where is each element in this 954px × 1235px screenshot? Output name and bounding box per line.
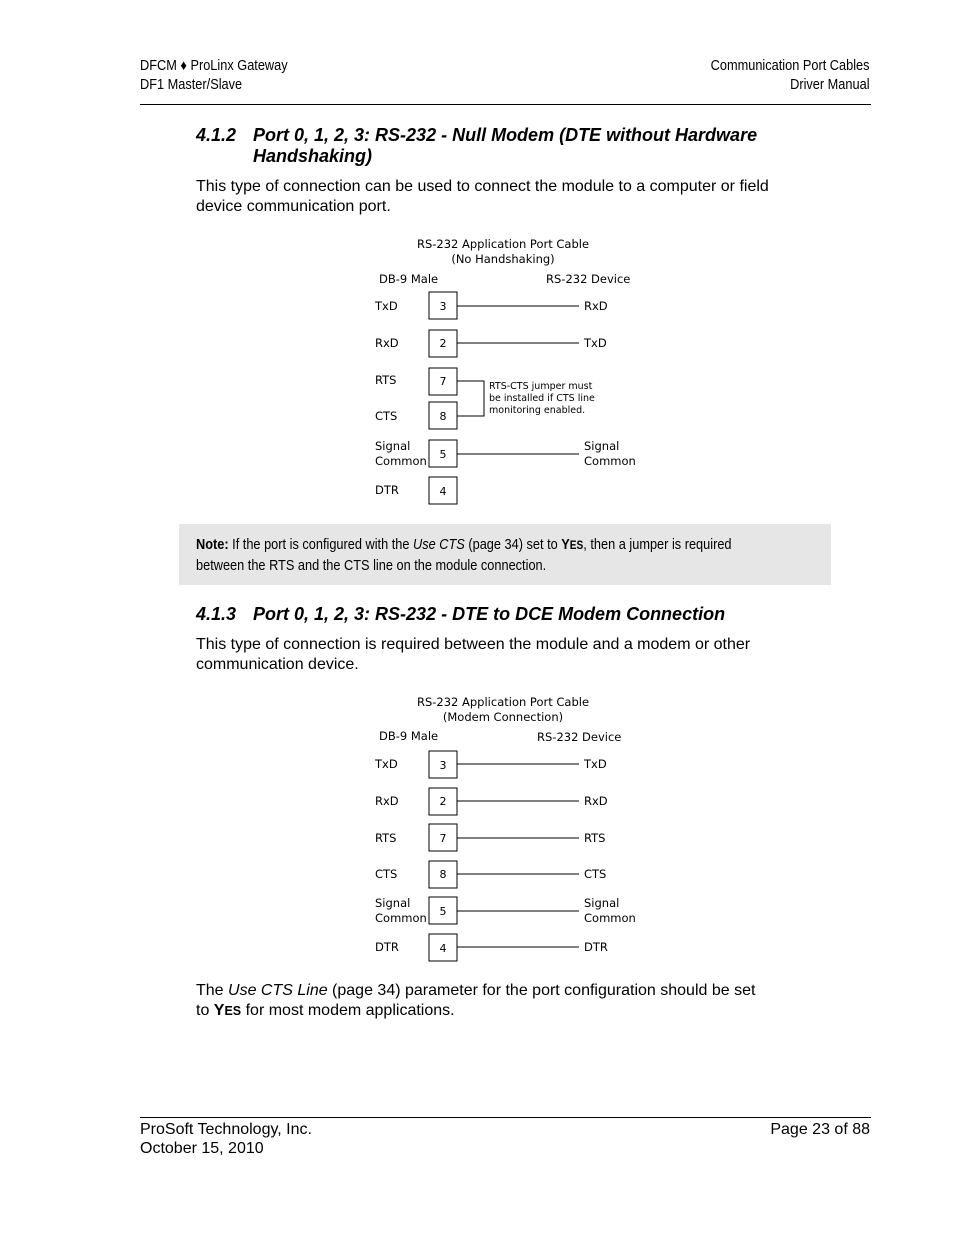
pin-number: 8 — [439, 868, 447, 881]
signal-label: Signal — [584, 896, 620, 910]
jumper-note-line: be installed if CTS line — [489, 393, 595, 404]
diagram-title: RS-232 Application Port Cable — [416, 237, 590, 251]
signal-label: Signal — [375, 439, 411, 453]
closing-paragraph — [196, 981, 755, 1021]
section-title-line2: Handshaking) — [253, 146, 373, 166]
footer-date: October 15, 2010 — [140, 1140, 264, 1157]
header-left — [140, 57, 288, 95]
signal-label: DTR — [375, 940, 399, 954]
signal-label: Common — [375, 454, 427, 468]
note-value-smallcaps: ES — [569, 540, 584, 552]
paragraph-line: This type of connection can be used to connect the module to a computer or field — [196, 178, 769, 195]
signal-label: Signal — [584, 439, 620, 453]
signal-label: RTS — [375, 373, 397, 387]
pin-number: 3 — [439, 300, 447, 313]
section-title: Port 0, 1, 2, 3: RS-232 - DTE to DCE Modem Connection — [253, 604, 726, 624]
header-rule — [140, 104, 871, 105]
left-header: DB-9 Male — [379, 272, 439, 286]
pin-number: 2 — [439, 795, 447, 808]
footer-page-number: Page 23 of 88 — [770, 1121, 870, 1138]
note-box — [179, 524, 831, 585]
section-heading-412 — [196, 125, 856, 167]
section-title-line1: Port 0, 1, 2, 3: RS-232 - Null Modem (DTE without Hardware — [253, 125, 758, 145]
signal-label: TxD — [584, 336, 607, 350]
footer-rule — [140, 1117, 871, 1118]
section-heading-413 — [196, 604, 856, 625]
section-paragraph-412 — [196, 177, 769, 217]
null-modem-diagram — [360, 232, 660, 512]
jumper-note-line: RTS-CTS jumper must — [489, 381, 593, 392]
signal-label: RxD — [584, 299, 608, 313]
footer-company: ProSoft Technology, Inc. — [140, 1121, 312, 1138]
pin-number: 5 — [439, 448, 447, 461]
header-product: DFCM ♦ ProLinx Gateway — [140, 58, 288, 74]
section-paragraph-413 — [196, 635, 750, 675]
signal-label: Common — [375, 911, 427, 925]
signal-label: TxD — [375, 757, 398, 771]
footer-right — [770, 1120, 870, 1139]
paragraph-line: This type of connection is required between the module and a modem or other — [196, 636, 751, 653]
closing-run: The — [196, 982, 229, 999]
signal-label: RTS — [375, 831, 397, 845]
pin-number: 7 — [439, 375, 447, 388]
note-line2: between the RTS and the CTS line on the module connection. — [196, 558, 547, 574]
signal-label: CTS — [375, 867, 398, 881]
closing-value: Y — [213, 1002, 225, 1019]
pin-number: 8 — [439, 410, 447, 423]
signal-label: RxD — [375, 336, 399, 350]
signal-label: TxD — [375, 299, 398, 313]
footer-left — [140, 1120, 312, 1158]
rts-cts-jumper — [457, 381, 484, 416]
pin-number: 3 — [439, 759, 447, 772]
closing-param-name: Use CTS Line — [228, 982, 328, 999]
signal-label: RxD — [584, 794, 608, 808]
signal-label: TxD — [584, 757, 607, 771]
header-manual: Driver Manual — [790, 77, 870, 93]
right-header: RS-232 Device — [537, 730, 622, 744]
closing-run: for most modem applications. — [241, 1002, 455, 1019]
note-run: If the port is configured with the — [228, 537, 414, 553]
signal-label: CTS — [375, 409, 398, 423]
header-chapter: Communication Port Cables — [711, 58, 870, 74]
note-label: Note: — [196, 537, 229, 553]
header-driver: DF1 Master/Slave — [140, 77, 243, 93]
note-text — [196, 535, 732, 576]
signal-label: Common — [584, 911, 636, 925]
closing-run: (page 34) parameter for the port configuration should be set — [327, 982, 756, 999]
note-run: , then a jumper is required — [583, 537, 732, 553]
signal-label: RxD — [375, 794, 399, 808]
closing-run: to — [196, 1002, 214, 1019]
section-number: 4.1.2 — [196, 125, 237, 145]
pin-number: 4 — [439, 942, 447, 955]
diagram-subtitle: (No Handshaking) — [451, 252, 555, 266]
diagram-subtitle: (Modem Connection) — [442, 710, 564, 724]
right-header: RS-232 Device — [546, 272, 631, 286]
paragraph-line: communication device. — [196, 656, 359, 673]
signal-label: DTR — [584, 940, 608, 954]
closing-value-smallcaps: ES — [224, 1004, 242, 1018]
signal-label: RTS — [584, 831, 606, 845]
signal-label: CTS — [584, 867, 607, 881]
jumper-note-line: monitoring enabled. — [489, 405, 586, 416]
modem-connection-diagram — [360, 690, 660, 970]
diagram-title: RS-232 Application Port Cable — [416, 695, 590, 709]
note-param-name: Use CTS — [413, 537, 465, 553]
note-value: Y — [561, 537, 570, 553]
signal-label: DTR — [375, 483, 399, 497]
signal-label: Signal — [375, 896, 411, 910]
section-number: 4.1.3 — [196, 604, 237, 624]
note-run: (page 34) set to — [464, 537, 562, 553]
header-right — [711, 57, 870, 95]
pin-number: 4 — [439, 485, 447, 498]
signal-label: Common — [584, 454, 636, 468]
left-header: DB-9 Male — [379, 729, 439, 743]
pin-number: 5 — [439, 905, 447, 918]
pin-number: 2 — [439, 337, 447, 350]
paragraph-line: device communication port. — [196, 198, 391, 215]
pin-number: 7 — [439, 832, 447, 845]
